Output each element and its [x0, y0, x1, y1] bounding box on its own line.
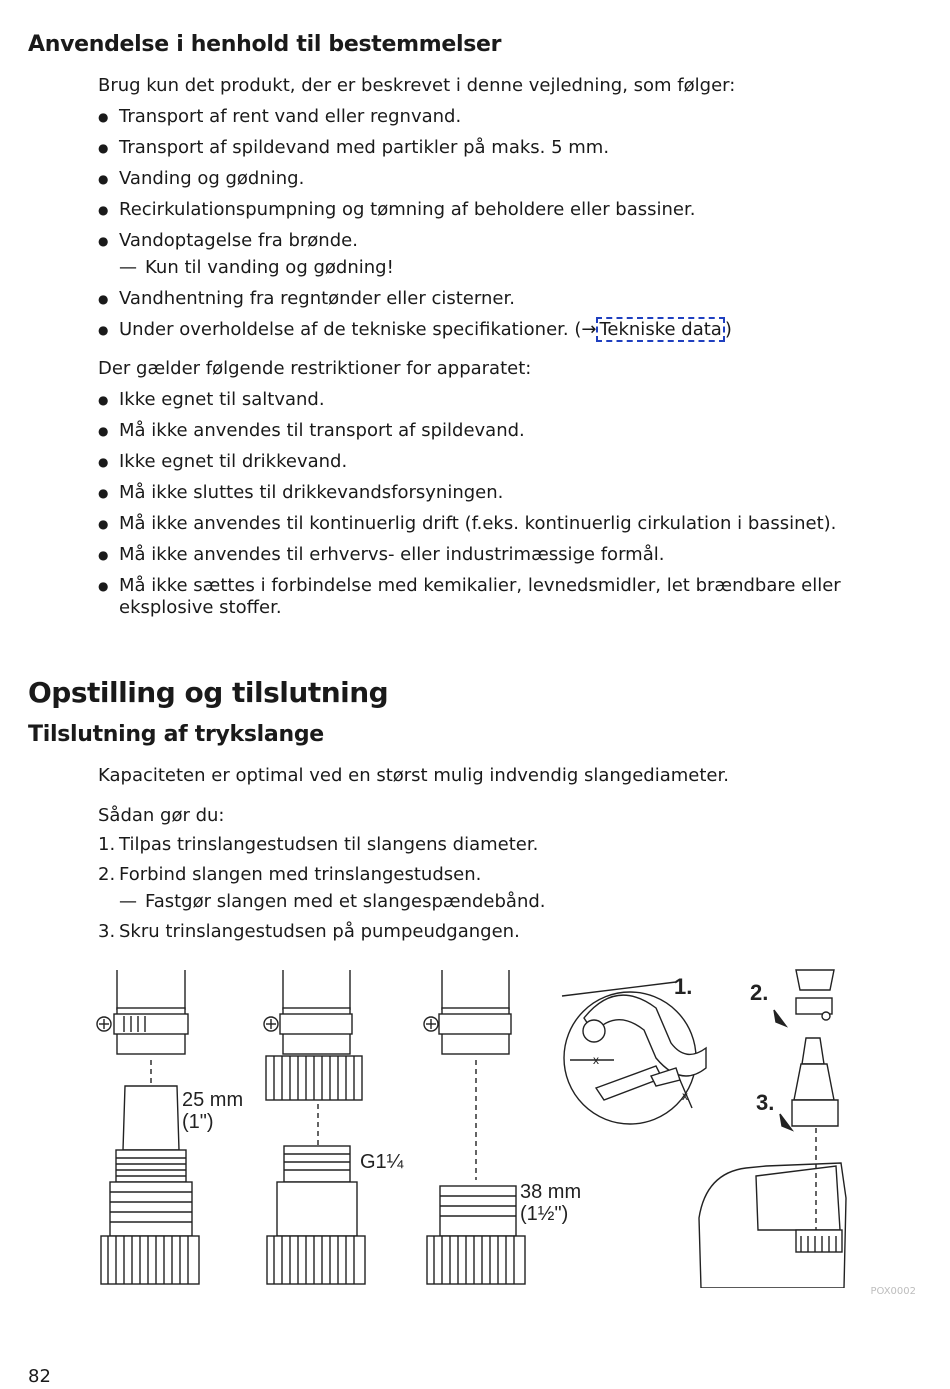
- restrictions-intro: Der gælder følgende restriktioner for apparatet:: [98, 358, 532, 379]
- sub-item: — Fastgør slangen med et slangespændebånd.: [119, 891, 798, 913]
- technical-data-link[interactable]: Tekniske data: [596, 317, 724, 342]
- section-heading-intended-use: Anvendelse i henhold til bestemmelser: [28, 32, 502, 57]
- step-label-3: 3.: [756, 1090, 775, 1115]
- step-label-1: 1.: [674, 974, 693, 999]
- step-label-2: 2.: [750, 980, 769, 1005]
- list-item: ● Må ikke anvendes til erhvervs- eller industrimæssige formål.: [98, 544, 898, 566]
- label-38mm: 38 mm: [520, 1181, 582, 1203]
- label-1-5in: (1½"): [520, 1203, 569, 1225]
- restrictions-list: [98, 389, 898, 628]
- list-item: ● Under overholdelse af de tekniske specifikationer. (→ Tekniske data ): [98, 319, 898, 341]
- sub-item: — Kun til vanding og gødning!: [119, 257, 898, 279]
- list-item: ● Må ikke sluttes til drikkevandsforsyningen.: [98, 482, 898, 504]
- list-item: ● Ikke egnet til drikkevand.: [98, 451, 898, 473]
- list-item: ● Vandhentning fra regntønder eller cisterner.: [98, 288, 898, 310]
- list-item: ● Må ikke sættes i forbindelse med kemikalier, levnedsmidler, let brændbare eller eksplosive stoffer.: [98, 575, 898, 619]
- subheading-pressure-hose: Tilslutning af trykslange: [28, 722, 324, 747]
- hose-connection-figure: [96, 968, 920, 1288]
- list-item: ● Vandoptagelse fra brønde. — Kun til vanding og gødning!: [98, 230, 898, 279]
- step-item: 1. Tilpas trinslangestudsen til slangens diameter.: [98, 834, 539, 855]
- list-item: ● Recirkulationspumpning og tømning af beholdere eller bassiner.: [98, 199, 898, 221]
- list-item: ● Ikke egnet til saltvand.: [98, 389, 898, 411]
- hose-clamp-38mm: [424, 970, 511, 1054]
- label-25mm: 25 mm: [182, 1089, 244, 1111]
- intended-use-list: [98, 106, 898, 350]
- hose-clamp-25mm: [97, 970, 188, 1054]
- list-item: ● Må ikke anvendes til transport af spildevand.: [98, 420, 898, 442]
- step-item: 2. Forbind slangen med trinslangestudsen. — Fastgør slangen med et slangespændebånd.: [98, 864, 798, 913]
- intended-use-intro: Brug kun det produkt, der er beskrevet i denne vejledning, som følger:: [98, 75, 736, 96]
- list-item: ● Transport af spildevand med partikler på maks. 5 mm.: [98, 137, 898, 159]
- dim-x-label: x: [682, 1089, 688, 1103]
- capacity-note: Kapaciteten er optimal ved en størst mulig indvendig slangediameter.: [98, 765, 729, 786]
- label-1in: (1"): [182, 1111, 214, 1133]
- list-item: ● Må ikke anvendes til kontinuerlig drift (f.eks. kontinuerlig cirkulation i bassinet).: [98, 513, 898, 535]
- label-g114: G1¼: [360, 1151, 404, 1173]
- steps-list: [98, 834, 798, 951]
- page-number: 82: [28, 1366, 51, 1387]
- list-item: ● Transport af rent vand eller regnvand.: [98, 106, 898, 128]
- list-item: ● Vanding og gødning.: [98, 168, 898, 190]
- threaded-adapter-g114: [267, 1146, 365, 1284]
- figure-code: POX0002: [870, 1286, 916, 1297]
- step-item: 3. Skru trinslangestudsen på pumpeudgangen.: [98, 921, 520, 942]
- dim-x-label: x: [593, 1053, 599, 1067]
- wide-adapter-38mm: [427, 1186, 525, 1284]
- hose-clamp-thread: [264, 970, 362, 1100]
- section-heading-setup: Opstilling og tilslutning: [28, 676, 389, 709]
- pump-outlet-illustration: [699, 970, 846, 1288]
- steps-intro: Sådan gør du:: [98, 805, 225, 826]
